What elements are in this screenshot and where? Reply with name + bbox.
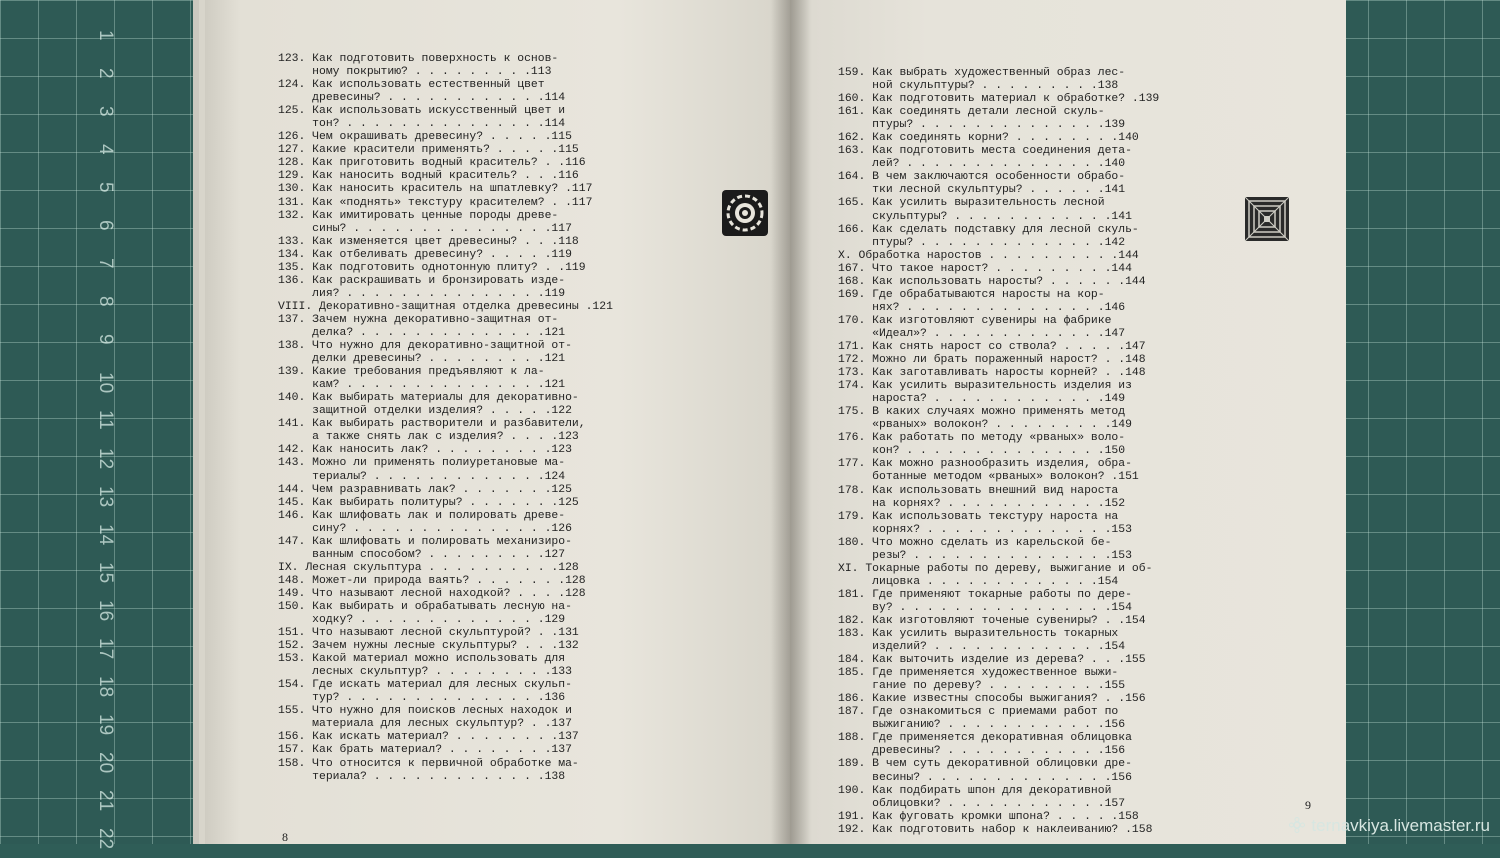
right-toc-line: 161. Как соединять детали лесной скуль- (838, 106, 1105, 119)
left-toc-line: 125. Как использовать искусственный цвет и (278, 105, 566, 118)
left-toc-line: 141. Как выбирать растворители и разбавители, (278, 418, 586, 431)
ruler-mark: 7 (95, 258, 116, 269)
left-toc-line: 133. Как изменяется цвет древесины? . . .118 (278, 235, 579, 248)
right-toc-line: птуры? . . . . . . . . . . . . . .139 (838, 119, 1126, 132)
right-toc-line: нароста? . . . . . . . . . . . . .149 (838, 393, 1126, 406)
right-toc-line: 160. Как подготовить материал к обработке? .139 (838, 93, 1160, 106)
flower-logo-icon (1289, 817, 1305, 833)
left-toc-line: VIII. Декоративно-защитная отделка древесины .121 (278, 300, 613, 313)
left-toc-line: делки древесины? . . . . . . . . .121 (278, 353, 566, 366)
left-toc-line: териалы? . . . . . . . . . . . . .124 (278, 470, 566, 483)
right-toc-line: 189. В чем суть декоративной облицовки дре- (838, 758, 1132, 771)
left-toc-line: 130. Как наносить краситель на шпатлевку? .117 (278, 183, 593, 196)
ruler-mark: 20 (95, 752, 116, 774)
right-page-number: 9 (1305, 798, 1311, 812)
right-toc-line: «Идеал»? . . . . . . . . . . . . .147 (838, 327, 1126, 340)
left-toc-line: 129. Как наносить водный краситель? . . .116 (278, 170, 579, 183)
left-toc-line: ванным способом? . . . . . . . . .127 (278, 548, 566, 561)
left-toc-line: материала для лесных скульптур? . .137 (278, 718, 572, 731)
left-toc-line: делка? . . . . . . . . . . . . . .121 (278, 326, 566, 339)
ruler-mark: 11 (95, 410, 116, 430)
right-toc-line: ботанные методом «рваных» волокон? .151 (838, 471, 1139, 484)
right-toc-line: 188. Где применяется декоративная облицовка (838, 732, 1132, 745)
left-toc-line: 132. Как имитировать ценные породы древе- (278, 209, 559, 222)
ruler-mark: 5 (95, 182, 116, 193)
left-toc-line: 146. Как шлифовать лак и полировать древе- (278, 509, 566, 522)
right-toc-line: 182. Как изготовляют точеные сувениры? . .154 (838, 614, 1146, 627)
right-page-contents (838, 67, 1178, 837)
left-toc-line: 147. Как шлифовать и полировать механизиро- (278, 535, 572, 548)
right-toc-line: «рваных» волокон? . . . . . . . . .149 (838, 419, 1132, 432)
right-toc-line: 190. Как подбирать шпон для декоративной (838, 784, 1112, 797)
left-toc-line: тур? . . . . . . . . . . . . . . .136 (278, 692, 566, 705)
right-toc-line: 187. Где ознакомиться с приемами работ по (838, 706, 1119, 719)
right-toc-line: 177. Как можно разнообразить изделия, обра- (838, 458, 1132, 471)
left-toc-line: 128. Как приготовить водный краситель? . .116 (278, 157, 586, 170)
left-toc-line: сину? . . . . . . . . . . . . . . .126 (278, 522, 572, 535)
right-toc-line: на корнях? . . . . . . . . . . . .152 (838, 497, 1126, 510)
right-toc-line: 163. Как подготовить места соединения дета- (838, 145, 1132, 158)
right-toc-line: 167. Что такое нарост? . . . . . . . . .144 (838, 262, 1132, 275)
left-toc-line: древесины? . . . . . . . . . . . .114 (278, 92, 566, 105)
right-toc-line: лицовка . . . . . . . . . . . . .154 (838, 575, 1119, 588)
left-toc-line: тон? . . . . . . . . . . . . . . .114 (278, 118, 566, 131)
left-toc-line: 149. Что называют лесной находкой? . . . .128 (278, 587, 586, 600)
ruler-mark: 2 (95, 68, 116, 79)
right-toc-line: гание по дереву? . . . . . . . . .155 (838, 680, 1126, 693)
left-toc-line: 156. Как искать материал? . . . . . . . .137 (278, 731, 579, 744)
ruler-mark: 6 (95, 220, 116, 231)
nested-squares-ornament-icon (1244, 196, 1290, 242)
right-toc-line: тки лесной скульптуры? . . . . . .141 (838, 184, 1126, 197)
ruler-mark: 10 (95, 372, 116, 394)
right-toc-line: 175. В каких случаях можно применять метод (838, 406, 1126, 419)
left-toc-line: 148. Может-ли природа ваять? . . . . . . .128 (278, 574, 586, 587)
right-toc-line: 164. В чем заключаются особенности обрабо- (838, 171, 1126, 184)
right-toc-line: 170. Как изготовляют сувениры на фабрике (838, 314, 1112, 327)
right-toc-line: птуры? . . . . . . . . . . . . . .142 (838, 236, 1126, 249)
right-toc-line: скульптуры? . . . . . . . . . . . .141 (838, 210, 1132, 223)
right-toc-line: кон? . . . . . . . . . . . . . . .150 (838, 445, 1126, 458)
right-toc-line: 176. Как работать по методу «рваных» воло- (838, 432, 1126, 445)
ruler-mark: 12 (95, 448, 116, 470)
watermark (1289, 816, 1490, 836)
ruler-mark: 15 (95, 562, 116, 584)
ruler-mark: 17 (95, 638, 116, 660)
ruler-mark: 19 (95, 714, 116, 736)
right-toc-line: 180. Что можно сделать из карельской бе- (838, 536, 1112, 549)
left-toc-line: 143. Можно ли применять полиуретановые ма- (278, 457, 566, 470)
left-toc-line: лия? . . . . . . . . . . . . . . .119 (278, 287, 566, 300)
left-toc-line: ходку? . . . . . . . . . . . . . .129 (278, 614, 566, 627)
left-toc-line: 134. Как отбеливать древесину? . . . . .119 (278, 248, 572, 261)
right-toc-line: лей? . . . . . . . . . . . . . . .140 (838, 158, 1126, 171)
left-toc-line: 151. Что называют лесной скульптурой? . .131 (278, 627, 579, 640)
left-toc-line: 140. Как выбирать материалы для декоративно- (278, 392, 579, 405)
sun-ornament-icon (722, 190, 768, 236)
left-page-contents (278, 53, 618, 784)
left-toc-line: 145. Как выбирать политуры? . . . . . . .125 (278, 496, 579, 509)
left-toc-line: ному покрытию? . . . . . . . . .113 (278, 66, 552, 79)
left-toc-line: 124. Как использовать естественный цвет (278, 79, 545, 92)
left-toc-line: 127. Какие красители применять? . . . . .115 (278, 144, 579, 157)
ruler-mark: 16 (95, 600, 116, 622)
ruler-mark: 21 (95, 790, 116, 812)
left-toc-line: 138. Что нужно для декоративно-защитной от- (278, 340, 572, 353)
right-toc-line: облицовки? . . . . . . . . . . . .157 (838, 797, 1126, 810)
ruler-mark: 13 (95, 486, 116, 508)
right-toc-line: 174. Как усилить выразительность изделия из (838, 380, 1132, 393)
left-toc-line: 154. Где искать материал для лесных скульп- (278, 679, 572, 692)
right-toc-line: 173. Как заготавливать наросты корней? . .148 (838, 367, 1146, 380)
ruler-mark: 14 (95, 524, 116, 546)
right-toc-line: изделий? . . . . . . . . . . . . .154 (838, 641, 1126, 654)
left-toc-line: 152. Зачем нужны лесные скульптуры? . . .132 (278, 640, 579, 653)
right-toc-line: нях? . . . . . . . . . . . . . . .146 (838, 301, 1126, 314)
right-toc-line: весины? . . . . . . . . . . . . . .156 (838, 771, 1132, 784)
ruler-mark: 22 (95, 828, 116, 850)
right-toc-line: 184. Как выточить изделие из дерева? . . .155 (838, 654, 1146, 667)
ruler-mark: 18 (95, 676, 116, 698)
left-toc-line: 126. Чем окрашивать древесину? . . . . .115 (278, 131, 572, 144)
ruler-mark: 9 (95, 334, 116, 345)
left-toc-line: 144. Чем разравнивать лак? . . . . . . .125 (278, 483, 572, 496)
left-toc-line: 135. Как подготовить однотонную плиту? . .119 (278, 261, 586, 274)
left-toc-line: 150. Как выбирать и обрабатывать лесную на- (278, 600, 572, 613)
right-toc-line: древесины? . . . . . . . . . . . .156 (838, 745, 1126, 758)
left-toc-line: 137. Зачем нужна декоративно-защитная от- (278, 313, 559, 326)
right-toc-line: ву? . . . . . . . . . . . . . . . .154 (838, 601, 1132, 614)
left-toc-line: 123. Как подготовить поверхность к основ- (278, 53, 559, 65)
left-toc-line: 142. Как наносить лак? . . . . . . . . .123 (278, 444, 572, 457)
left-toc-line: сины? . . . . . . . . . . . . . . .117 (278, 222, 572, 235)
right-toc-line: 171. Как снять нарост со ствола? . . . . .147 (838, 340, 1146, 353)
left-toc-line: териала? . . . . . . . . . . . . .138 (278, 770, 566, 783)
left-toc-line: 157. Как брать материал? . . . . . . . .137 (278, 744, 572, 757)
right-toc-line: резы? . . . . . . . . . . . . . . .153 (838, 549, 1132, 562)
left-page-number: 8 (282, 830, 288, 844)
right-toc-line: 178. Как использовать внешний вид нароста (838, 484, 1119, 497)
left-toc-line: 155. Что нужно для поисков лесных находок и (278, 705, 572, 718)
right-toc-line: 159. Как выбрать художественный образ лес- (838, 67, 1126, 79)
right-toc-line: X. Обработка наростов . . . . . . . . . .144 (838, 249, 1139, 262)
right-toc-line: 181. Где применяют токарные работы по дере- (838, 588, 1132, 601)
left-toc-line: а также снять лак с изделия? . . . .123 (278, 431, 579, 444)
right-toc-line: корнях? . . . . . . . . . . . . . .153 (838, 523, 1132, 536)
right-toc-line: 169. Где обрабатываются наросты на кор- (838, 288, 1105, 301)
left-toc-line: 136. Как раскрашивать и бронзировать изде- (278, 274, 566, 287)
right-toc-line: 185. Где применяется художественное выжи- (838, 667, 1119, 680)
right-toc-line: 192. Как подготовить набор к наклеиванию? .158 (838, 823, 1153, 836)
left-toc-line: 131. Как «поднять» текстуру красителем? . .117 (278, 196, 593, 209)
left-toc-line: защитной отделки изделия? . . . . .122 (278, 405, 572, 418)
book-gutter (770, 0, 810, 844)
left-toc-line: лесных скульптур? . . . . . . . . .133 (278, 666, 572, 679)
right-toc-line: 179. Как использовать текстуру нароста на (838, 510, 1119, 523)
right-toc-line: 191. Как фуговать кромки шпона? . . . . .158 (838, 810, 1139, 823)
right-toc-line: XI. Токарные работы по дереву, выжигание и об- (838, 562, 1153, 575)
left-toc-line: 139. Какие требования предъявляют к ла- (278, 366, 545, 379)
ruler-mark: 1 (95, 30, 116, 41)
ruler-mark: 8 (95, 296, 116, 307)
ruler-mark: 4 (95, 144, 116, 155)
right-toc-line: 165. Как усилить выразительность лесной (838, 197, 1105, 210)
right-toc-line: 172. Можно ли брать пораженный нарост? . .148 (838, 354, 1146, 367)
left-toc-line: IX. Лесная скульптура . . . . . . . . . .128 (278, 561, 579, 574)
left-toc-line: кам? . . . . . . . . . . . . . . .121 (278, 379, 566, 392)
ruler-mark: 3 (95, 106, 116, 117)
right-toc-line: выжиганию? . . . . . . . . . . . .156 (838, 719, 1126, 732)
left-toc-line: 158. Что относится к первичной обработке ма- (278, 757, 579, 770)
right-toc-line: 166. Как сделать подставку для лесной скуль- (838, 223, 1139, 236)
watermark-text: ternavkiya.livemaster.ru (1311, 816, 1490, 835)
left-toc-line: 153. Какой материал можно использовать для (278, 653, 566, 666)
right-toc-line: 186. Какие известны способы выжигания? . .156 (838, 693, 1146, 706)
right-toc-line: ной скульптуры? . . . . . . . . .138 (838, 80, 1119, 93)
right-toc-line: 183. Как усилить выразительность токарных (838, 628, 1119, 641)
right-toc-line: 162. Как соединять корни? . . . . . . . .140 (838, 132, 1139, 145)
right-toc-line: 168. Как использовать наросты? . . . . . .144 (838, 275, 1146, 288)
